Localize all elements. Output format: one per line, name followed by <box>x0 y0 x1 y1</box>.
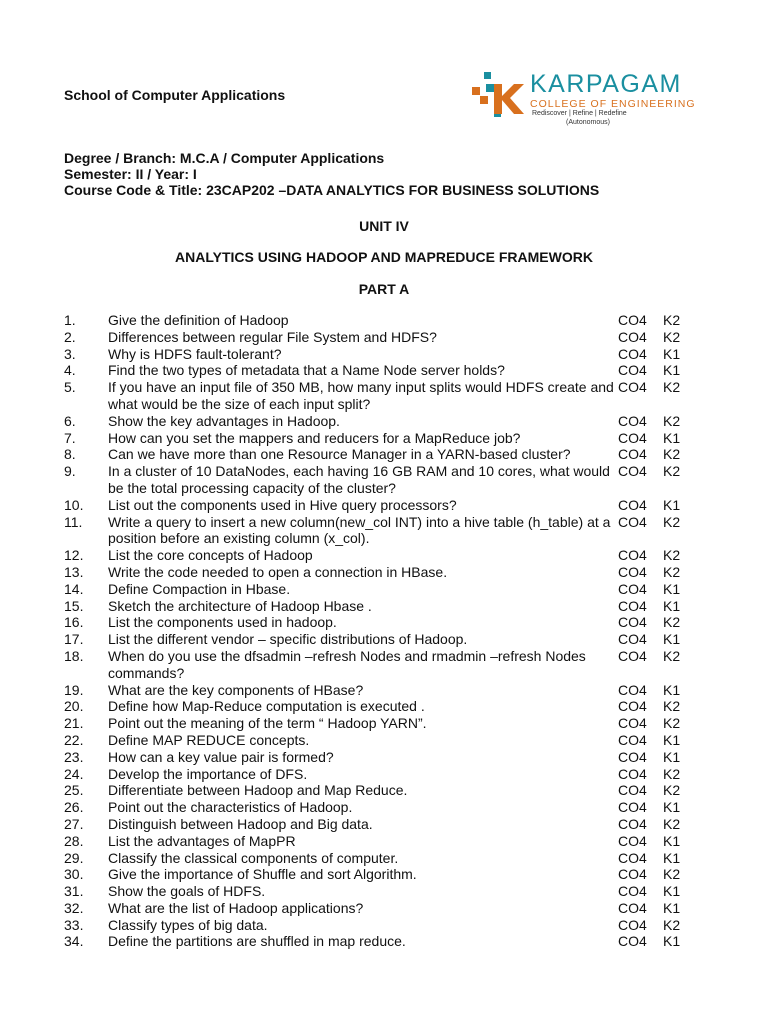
course-outcome: CO4 <box>618 866 647 883</box>
course-outcome: CO4 <box>618 379 647 396</box>
course-outcome: CO4 <box>618 631 647 648</box>
question-number: 22. <box>64 731 84 748</box>
unit-heading: UNIT IV <box>359 218 409 234</box>
knowledge-level: K2 <box>663 563 681 580</box>
knowledge-level: K2 <box>663 412 681 429</box>
knowledge-level: K2 <box>663 647 681 664</box>
knowledge-level: K1 <box>663 933 681 950</box>
question-item <box>64 933 704 950</box>
question-item <box>64 312 704 329</box>
question-item <box>64 497 704 514</box>
question-text: How can a key value pair is formed? <box>108 748 334 765</box>
course-outcome: CO4 <box>618 345 647 362</box>
question-number: 25. <box>64 782 84 799</box>
question-text: List the components used in hadoop. <box>108 614 337 631</box>
question-text: In a cluster of 10 DataNodes, each having 16 GB RAM and 10 cores, what would be the total processing capacity of the cluster? <box>108 463 610 496</box>
question-item <box>64 379 704 413</box>
course-outcome: CO4 <box>618 849 647 866</box>
question-text: List the advantages of MapPR <box>108 832 296 849</box>
knowledge-level: K1 <box>663 899 681 916</box>
question-item <box>64 715 704 732</box>
question-number: 2. <box>64 328 76 345</box>
course-outcome: CO4 <box>618 597 647 614</box>
course-line: Course Code & Title: 23CAP202 –DATA ANALYTICS FOR BUSINESS SOLUTIONS <box>64 182 600 198</box>
knowledge-level: K2 <box>663 765 681 782</box>
question-number: 23. <box>64 748 84 765</box>
question-number: 4. <box>64 362 76 379</box>
question-text: What are the key components of HBase? <box>108 681 364 698</box>
question-text: Point out the characteristics of Hadoop. <box>108 799 353 816</box>
college-logo <box>468 70 728 128</box>
question-text: How can you set the mappers and reducers for a MapReduce job? <box>108 429 521 446</box>
course-outcome: CO4 <box>618 899 647 916</box>
question-number: 7. <box>64 429 76 446</box>
question-number: 21. <box>64 715 84 732</box>
question-item <box>64 883 704 900</box>
course-outcome: CO4 <box>618 681 647 698</box>
knowledge-level: K2 <box>663 614 681 631</box>
course-outcome: CO4 <box>618 698 647 715</box>
course-outcome: CO4 <box>618 748 647 765</box>
question-number: 28. <box>64 832 84 849</box>
question-text: Define the partitions are shuffled in map reduce. <box>108 933 406 950</box>
question-item <box>64 833 704 850</box>
knowledge-level: K1 <box>663 849 681 866</box>
question-number: 16. <box>64 614 84 631</box>
knowledge-level: K2 <box>663 866 681 883</box>
course-outcome: CO4 <box>618 563 647 580</box>
question-text: Find the two types of metadata that a Name Node server holds? <box>108 362 505 379</box>
question-text: Point out the meaning of the term “ Hadoop YARN”. <box>108 715 427 732</box>
question-item <box>64 346 704 363</box>
question-number: 15. <box>64 597 84 614</box>
course-outcome: CO4 <box>618 580 647 597</box>
question-number: 30. <box>64 866 84 883</box>
knowledge-level: K2 <box>663 916 681 933</box>
knowledge-level: K1 <box>663 597 681 614</box>
question-text: List out the components used in Hive query processors? <box>108 496 457 513</box>
course-outcome: CO4 <box>618 916 647 933</box>
question-item <box>64 900 704 917</box>
knowledge-level: K1 <box>663 496 681 513</box>
course-outcome: CO4 <box>618 782 647 799</box>
question-text: Give the importance of Shuffle and sort Algorithm. <box>108 866 417 883</box>
knowledge-level: K1 <box>663 748 681 765</box>
course-outcome: CO4 <box>618 513 647 530</box>
course-outcome: CO4 <box>618 799 647 816</box>
question-number: 12. <box>64 547 84 564</box>
question-number: 29. <box>64 849 84 866</box>
question-number: 13. <box>64 563 84 580</box>
course-outcome: CO4 <box>618 933 647 950</box>
knowledge-level: K2 <box>663 715 681 732</box>
question-number: 9. <box>64 463 76 480</box>
question-text: Develop the importance of DFS. <box>108 765 308 782</box>
question-text: Show the key advantages in Hadoop. <box>108 412 340 429</box>
question-item <box>64 749 704 766</box>
question-item <box>64 850 704 867</box>
question-item <box>64 430 704 447</box>
question-number: 11. <box>64 513 83 530</box>
course-outcome: CO4 <box>618 446 647 463</box>
question-item <box>64 362 704 379</box>
knowledge-level: K1 <box>663 580 681 597</box>
knowledge-level: K1 <box>663 731 681 748</box>
question-number: 33. <box>64 916 84 933</box>
question-item <box>64 766 704 783</box>
question-text: Define Compaction in Hbase. <box>108 580 291 597</box>
question-number: 18. <box>64 647 84 664</box>
question-item <box>64 564 704 581</box>
course-outcome: CO4 <box>618 614 647 631</box>
course-outcome: CO4 <box>618 647 647 664</box>
question-text: Write the code needed to open a connection in HBase. <box>108 563 448 580</box>
question-item <box>64 463 704 497</box>
question-number: 10. <box>64 496 84 513</box>
knowledge-level: K1 <box>663 345 681 362</box>
question-number: 1. <box>64 312 76 328</box>
question-number: 3. <box>64 345 76 362</box>
question-list <box>64 312 704 950</box>
question-text: What are the list of Hadoop applications? <box>108 899 364 916</box>
course-outcome: CO4 <box>618 731 647 748</box>
question-text: If you have an input file of 350 MB, how many input splits would HDFS create and what would be the size of each input split? <box>108 379 614 412</box>
semester-line: Semester: II / Year: I <box>64 166 197 182</box>
knowledge-level: K2 <box>663 698 681 715</box>
unit-title: ANALYTICS USING HADOOP AND MAPREDUCE FRAMEWORK <box>175 249 593 265</box>
knowledge-level: K2 <box>663 815 681 832</box>
knowledge-level: K1 <box>663 681 681 698</box>
question-text: Classify types of big data. <box>108 916 268 933</box>
question-text: Write a query to insert a new column(new_col INT) into a hive table (h_table) at a position before an existing column (x_col). <box>108 513 611 547</box>
question-text: Sketch the architecture of Hadoop Hbase . <box>108 597 372 614</box>
question-number: 17. <box>64 631 84 648</box>
course-outcome: CO4 <box>618 362 647 379</box>
question-text: Give the definition of Hadoop <box>108 312 289 328</box>
question-text: Define how Map-Reduce computation is executed . <box>108 698 425 715</box>
knowledge-level: K1 <box>663 832 681 849</box>
question-text: Define MAP REDUCE concepts. <box>108 731 310 748</box>
question-text: Classify the classical components of computer. <box>108 849 399 866</box>
part-heading: PART A <box>358 281 410 297</box>
question-item <box>64 446 704 463</box>
question-item <box>64 799 704 816</box>
question-item <box>64 917 704 934</box>
question-item <box>64 631 704 648</box>
course-outcome: CO4 <box>618 765 647 782</box>
course-outcome: CO4 <box>618 883 647 900</box>
question-number: 14. <box>64 580 84 597</box>
course-outcome: CO4 <box>618 547 647 564</box>
knowledge-level: K1 <box>663 883 681 900</box>
knowledge-level: K2 <box>663 446 681 463</box>
question-text: Differentiate between Hadoop and Map Reduce. <box>108 782 408 799</box>
knowledge-level: K1 <box>663 799 681 816</box>
knowledge-level: K2 <box>663 328 681 345</box>
knowledge-level: K1 <box>663 631 681 648</box>
logo-tagline: Rediscover | Refine | Redefine <box>532 110 627 117</box>
karpagam-logo-icon <box>468 70 528 122</box>
question-item <box>64 598 704 615</box>
question-number: 5. <box>64 379 76 396</box>
knowledge-level: K1 <box>663 429 681 446</box>
course-outcome: CO4 <box>618 328 647 345</box>
knowledge-level: K2 <box>663 513 681 530</box>
question-number: 20. <box>64 698 84 715</box>
question-item <box>64 413 704 430</box>
question-item <box>64 329 704 346</box>
course-outcome: CO4 <box>618 815 647 832</box>
course-meta <box>64 150 599 198</box>
question-item <box>64 698 704 715</box>
question-text: Differences between regular File System and HDFS? <box>108 328 437 345</box>
degree-line: Degree / Branch: M.C.A / Computer Applications <box>64 150 385 166</box>
question-text: Can we have more than one Resource Manager in a YARN-based cluster? <box>108 446 571 463</box>
question-number: 19. <box>64 681 84 698</box>
course-outcome: CO4 <box>618 832 647 849</box>
knowledge-level: K2 <box>663 782 681 799</box>
question-item <box>64 782 704 799</box>
question-text: Why is HDFS fault-tolerant? <box>108 345 282 362</box>
course-outcome: CO4 <box>618 429 647 446</box>
question-text: When do you use the dfsadmin –refresh Nodes and rmadmin –refresh Nodes commands? <box>108 647 586 681</box>
question-text: Distinguish between Hadoop and Big data. <box>108 815 373 832</box>
question-item <box>64 614 704 631</box>
question-number: 6. <box>64 412 76 429</box>
question-item <box>64 866 704 883</box>
question-text: Show the goals of HDFS. <box>108 883 266 900</box>
school-name: School of Computer Applications <box>64 87 286 103</box>
knowledge-level: K2 <box>663 312 681 328</box>
course-outcome: CO4 <box>618 715 647 732</box>
logo-college-text: COLLEGE OF ENGINEERING <box>530 98 696 110</box>
question-number: 32. <box>64 899 84 916</box>
question-item <box>64 514 704 548</box>
question-item <box>64 816 704 833</box>
knowledge-level: K2 <box>663 547 681 564</box>
knowledge-level: K2 <box>663 463 681 480</box>
course-outcome: CO4 <box>618 312 647 328</box>
question-item <box>64 732 704 749</box>
question-number: 26. <box>64 799 84 816</box>
logo-autonomous: (Autonomous) <box>566 119 610 126</box>
question-number: 34. <box>64 933 84 950</box>
question-item <box>64 648 704 682</box>
question-text: List the core concepts of Hadoop <box>108 547 313 564</box>
question-number: 24. <box>64 765 84 782</box>
knowledge-level: K2 <box>663 379 681 396</box>
question-number: 27. <box>64 815 84 832</box>
logo-brand-text: KARPAGAM <box>530 70 682 98</box>
question-number: 31. <box>64 883 84 900</box>
question-item <box>64 682 704 699</box>
knowledge-level: K1 <box>663 362 681 379</box>
question-item <box>64 581 704 598</box>
question-number: 8. <box>64 446 76 463</box>
question-text: List the different vendor – specific distributions of Hadoop. <box>108 631 468 648</box>
course-outcome: CO4 <box>618 412 647 429</box>
question-item <box>64 547 704 564</box>
course-outcome: CO4 <box>618 496 647 513</box>
course-outcome: CO4 <box>618 463 647 480</box>
